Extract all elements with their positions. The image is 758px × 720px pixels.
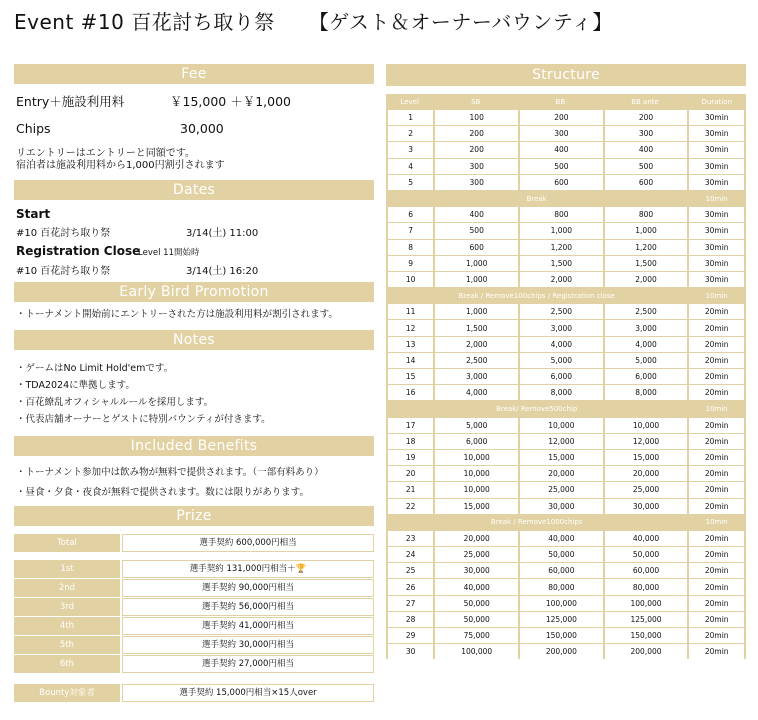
level-cell: 19 bbox=[386, 449, 433, 465]
note-item: ・代表店舗オーナーとゲストに特別バウンティが付きます。 bbox=[16, 414, 271, 425]
level-row bbox=[386, 174, 746, 190]
ante-cell: 40,000 bbox=[603, 530, 688, 546]
ante-cell: 15,000 bbox=[603, 449, 688, 465]
duration-cell: 30min bbox=[687, 174, 746, 190]
sb-cell: 100 bbox=[433, 109, 518, 125]
bb-cell: 2,000 bbox=[518, 271, 603, 287]
level-cell: 12 bbox=[386, 319, 433, 335]
break-label: Break/ Remove500chip bbox=[386, 400, 687, 416]
break-duration: 10min bbox=[687, 190, 746, 206]
break-row bbox=[386, 287, 746, 303]
bb-cell: 25,000 bbox=[518, 481, 603, 497]
sb-cell: 20,000 bbox=[433, 530, 518, 546]
duration-cell: 20min bbox=[687, 643, 746, 659]
prize-bounty-value: 選手契約 15,000円相当×15人over bbox=[122, 684, 374, 702]
ante-cell: 5,000 bbox=[603, 352, 688, 368]
duration-cell: 20min bbox=[687, 352, 746, 368]
level-cell: 16 bbox=[386, 384, 433, 400]
bb-cell: 125,000 bbox=[518, 611, 603, 627]
duration-cell: 20min bbox=[687, 465, 746, 481]
level-row bbox=[386, 255, 746, 271]
bb-cell: 500 bbox=[518, 158, 603, 174]
duration-cell: 20min bbox=[687, 498, 746, 514]
duration-cell: 20min bbox=[687, 336, 746, 352]
bb-cell: 20,000 bbox=[518, 465, 603, 481]
duration-cell: 30min bbox=[687, 239, 746, 255]
bb-cell: 1,000 bbox=[518, 222, 603, 238]
sb-cell: 1,500 bbox=[433, 319, 518, 335]
level-row bbox=[386, 125, 746, 141]
ante-cell: 1,200 bbox=[603, 239, 688, 255]
sb-cell: 50,000 bbox=[433, 611, 518, 627]
bb-cell: 30,000 bbox=[518, 498, 603, 514]
level-row bbox=[386, 303, 746, 319]
ante-cell: 400 bbox=[603, 141, 688, 157]
dates-heading: Dates bbox=[14, 180, 374, 200]
duration-cell: 20min bbox=[687, 384, 746, 400]
ante-cell: 80,000 bbox=[603, 578, 688, 594]
prize-row bbox=[14, 636, 374, 654]
col-bb-header: BB bbox=[518, 94, 603, 109]
bb-cell: 150,000 bbox=[518, 627, 603, 643]
bb-cell: 2,500 bbox=[518, 303, 603, 319]
bb-cell: 3,000 bbox=[518, 319, 603, 335]
ante-cell: 125,000 bbox=[603, 611, 688, 627]
level-cell: 30 bbox=[386, 643, 433, 659]
sb-cell: 400 bbox=[433, 206, 518, 222]
break-label: Break / Remove100chips / Registration close bbox=[386, 287, 687, 303]
level-cell: 22 bbox=[386, 498, 433, 514]
level-row bbox=[386, 611, 746, 627]
prize-place-value: 選手契約 90,000円相当 bbox=[122, 579, 374, 597]
duration-cell: 20min bbox=[687, 546, 746, 562]
duration-cell: 20min bbox=[687, 530, 746, 546]
prize-place-value: 選手契約 41,000円相当 bbox=[122, 617, 374, 635]
notes-heading: Notes bbox=[14, 330, 374, 350]
level-cell: 6 bbox=[386, 206, 433, 222]
level-row bbox=[386, 368, 746, 384]
bb-cell: 600 bbox=[518, 174, 603, 190]
sb-cell: 6,000 bbox=[433, 433, 518, 449]
note-item: ・TDA2024に準拠します。 bbox=[16, 380, 135, 391]
level-cell: 3 bbox=[386, 141, 433, 157]
duration-cell: 20min bbox=[687, 578, 746, 594]
sb-cell: 300 bbox=[433, 158, 518, 174]
sb-cell: 3,000 bbox=[433, 368, 518, 384]
ante-cell: 30,000 bbox=[603, 498, 688, 514]
sb-cell: 5,000 bbox=[433, 417, 518, 433]
duration-cell: 20min bbox=[687, 368, 746, 384]
level-row bbox=[386, 206, 746, 222]
level-cell: 18 bbox=[386, 433, 433, 449]
level-row bbox=[386, 239, 746, 255]
level-cell: 7 bbox=[386, 222, 433, 238]
break-row bbox=[386, 190, 746, 206]
level-row bbox=[386, 481, 746, 497]
prize-row bbox=[14, 579, 374, 597]
prize-bounty-label: Bounty対象者 bbox=[14, 684, 120, 702]
level-row bbox=[386, 578, 746, 594]
ante-cell: 1,000 bbox=[603, 222, 688, 238]
bb-cell: 1,500 bbox=[518, 255, 603, 271]
prize-place-label: 1st bbox=[14, 560, 120, 578]
sb-cell: 40,000 bbox=[433, 578, 518, 594]
level-cell: 25 bbox=[386, 562, 433, 578]
start-event: #10 百花討ち取り祭 bbox=[16, 228, 111, 239]
break-row bbox=[386, 514, 746, 530]
fee-heading: Fee bbox=[14, 64, 374, 84]
note-item: ・百花繚乱オフィシャルルールを採用します。 bbox=[16, 397, 214, 408]
ante-cell: 500 bbox=[603, 158, 688, 174]
sb-cell: 10,000 bbox=[433, 449, 518, 465]
level-cell: 10 bbox=[386, 271, 433, 287]
break-row bbox=[386, 400, 746, 416]
ante-cell: 50,000 bbox=[603, 546, 688, 562]
prize-bounty-row bbox=[14, 684, 374, 702]
level-row bbox=[386, 336, 746, 352]
ante-cell: 4,000 bbox=[603, 336, 688, 352]
ante-cell: 1,500 bbox=[603, 255, 688, 271]
level-cell: 17 bbox=[386, 417, 433, 433]
ante-cell: 2,500 bbox=[603, 303, 688, 319]
duration-cell: 30min bbox=[687, 206, 746, 222]
level-cell: 14 bbox=[386, 352, 433, 368]
bb-cell: 10,000 bbox=[518, 417, 603, 433]
structure-table bbox=[386, 94, 746, 659]
hotel-note: 宿泊者は施設利用料から1,000円割引されます bbox=[16, 160, 225, 171]
sb-cell: 600 bbox=[433, 239, 518, 255]
duration-cell: 20min bbox=[687, 319, 746, 335]
col-ante-header: BB ante bbox=[603, 94, 688, 109]
level-cell: 21 bbox=[386, 481, 433, 497]
sb-cell: 500 bbox=[433, 222, 518, 238]
bb-cell: 400 bbox=[518, 141, 603, 157]
duration-cell: 30min bbox=[687, 141, 746, 157]
duration-cell: 30min bbox=[687, 125, 746, 141]
bb-cell: 800 bbox=[518, 206, 603, 222]
close-time: 3/14(土) 16:20 bbox=[186, 266, 259, 277]
bb-cell: 60,000 bbox=[518, 562, 603, 578]
sb-cell: 30,000 bbox=[433, 562, 518, 578]
structure-header-row bbox=[386, 94, 746, 109]
duration-cell: 20min bbox=[687, 481, 746, 497]
level-cell: 13 bbox=[386, 336, 433, 352]
sb-cell: 2,500 bbox=[433, 352, 518, 368]
bb-cell: 4,000 bbox=[518, 336, 603, 352]
duration-cell: 20min bbox=[687, 562, 746, 578]
reentry-note: リエントリーはエントリーと同額です。 bbox=[16, 148, 195, 159]
sb-cell: 1,000 bbox=[433, 255, 518, 271]
prize-total-label: Total bbox=[14, 534, 120, 552]
level-cell: 1 bbox=[386, 109, 433, 125]
benefit-item: ・昼食・夕食・夜食が無料で提供されます。数には限りがあります。 bbox=[16, 487, 309, 498]
level-cell: 11 bbox=[386, 303, 433, 319]
level-row bbox=[386, 271, 746, 287]
level-row bbox=[386, 352, 746, 368]
prize-place-value: 選手契約 131,000円相当＋🏆 bbox=[122, 560, 374, 578]
close-event: #10 百花討ち取り祭 bbox=[16, 266, 111, 277]
start-label: Start bbox=[16, 207, 51, 221]
duration-cell: 30min bbox=[687, 109, 746, 125]
sb-cell: 300 bbox=[433, 174, 518, 190]
duration-cell: 30min bbox=[687, 158, 746, 174]
early-bird-heading: Early Bird Promotion bbox=[14, 282, 374, 302]
level-cell: 9 bbox=[386, 255, 433, 271]
start-time: 3/14(土) 11:00 bbox=[186, 228, 259, 239]
structure-heading: Structure bbox=[386, 64, 746, 86]
prize-place-label: 3rd bbox=[14, 598, 120, 616]
ante-cell: 12,000 bbox=[603, 433, 688, 449]
level-cell: 20 bbox=[386, 465, 433, 481]
duration-cell: 20min bbox=[687, 303, 746, 319]
right-column bbox=[386, 64, 746, 657]
sb-cell: 2,000 bbox=[433, 336, 518, 352]
left-column bbox=[14, 64, 374, 698]
break-duration: 10min bbox=[687, 514, 746, 530]
prize-place-label: 5th bbox=[14, 636, 120, 654]
bb-cell: 50,000 bbox=[518, 546, 603, 562]
close-label: Registration Close bbox=[16, 244, 141, 258]
duration-cell: 20min bbox=[687, 627, 746, 643]
break-label: Break / Remove1000chips bbox=[386, 514, 687, 530]
bb-cell: 200,000 bbox=[518, 643, 603, 659]
prize-place-value: 選手契約 27,000円相当 bbox=[122, 655, 374, 673]
level-cell: 23 bbox=[386, 530, 433, 546]
ante-cell: 8,000 bbox=[603, 384, 688, 400]
early-bird-text: ・トーナメント開始前にエントリーされた方は施設利用料が割引されます。 bbox=[16, 309, 338, 320]
prize-row bbox=[14, 655, 374, 673]
level-cell: 24 bbox=[386, 546, 433, 562]
page-title bbox=[14, 6, 613, 35]
ante-cell: 200 bbox=[603, 109, 688, 125]
ante-cell: 3,000 bbox=[603, 319, 688, 335]
ante-cell: 60,000 bbox=[603, 562, 688, 578]
event-title: Event #10 百花討ち取り祭 bbox=[14, 10, 275, 34]
col-level-header: Level bbox=[386, 94, 433, 109]
bb-cell: 6,000 bbox=[518, 368, 603, 384]
prize-place-label: 6th bbox=[14, 655, 120, 673]
duration-cell: 20min bbox=[687, 611, 746, 627]
bb-cell: 100,000 bbox=[518, 595, 603, 611]
ante-cell: 6,000 bbox=[603, 368, 688, 384]
benefits-heading: Included Benefits bbox=[14, 436, 374, 456]
level-row bbox=[386, 465, 746, 481]
ante-cell: 20,000 bbox=[603, 465, 688, 481]
sb-cell: 200 bbox=[433, 125, 518, 141]
ante-cell: 600 bbox=[603, 174, 688, 190]
sb-cell: 75,000 bbox=[433, 627, 518, 643]
ante-cell: 10,000 bbox=[603, 417, 688, 433]
level-row bbox=[386, 222, 746, 238]
structure-body bbox=[386, 109, 746, 659]
sb-cell: 100,000 bbox=[433, 643, 518, 659]
chips-label: Chips bbox=[16, 121, 51, 136]
level-cell: 27 bbox=[386, 595, 433, 611]
sb-cell: 200 bbox=[433, 141, 518, 157]
col-duration-header: Duration bbox=[687, 94, 746, 109]
ante-cell: 150,000 bbox=[603, 627, 688, 643]
level-cell: 15 bbox=[386, 368, 433, 384]
prize-place-value: 選手契約 30,000円相当 bbox=[122, 636, 374, 654]
bb-cell: 40,000 bbox=[518, 530, 603, 546]
level-row bbox=[386, 643, 746, 659]
entry-value: ￥15,000 ＋￥1,000 bbox=[170, 94, 291, 109]
ante-cell: 300 bbox=[603, 125, 688, 141]
duration-cell: 20min bbox=[687, 449, 746, 465]
sb-cell: 10,000 bbox=[433, 465, 518, 481]
level-cell: 5 bbox=[386, 174, 433, 190]
close-note: Level 11開始時 bbox=[138, 248, 200, 258]
entry-label: Entry＋施設利用料 bbox=[16, 94, 125, 109]
prize-total-value: 選手契約 600,000円相当 bbox=[122, 534, 374, 552]
break-label: Break bbox=[386, 190, 687, 206]
prize-row bbox=[14, 560, 374, 578]
level-row bbox=[386, 319, 746, 335]
level-row bbox=[386, 417, 746, 433]
sb-cell: 50,000 bbox=[433, 595, 518, 611]
level-cell: 26 bbox=[386, 578, 433, 594]
level-cell: 4 bbox=[386, 158, 433, 174]
sb-cell: 1,000 bbox=[433, 271, 518, 287]
sb-cell: 15,000 bbox=[433, 498, 518, 514]
level-cell: 29 bbox=[386, 627, 433, 643]
sb-cell: 4,000 bbox=[433, 384, 518, 400]
prize-total-row bbox=[14, 534, 374, 552]
sb-cell: 10,000 bbox=[433, 481, 518, 497]
level-row bbox=[386, 595, 746, 611]
bb-cell: 15,000 bbox=[518, 449, 603, 465]
duration-cell: 20min bbox=[687, 595, 746, 611]
bb-cell: 8,000 bbox=[518, 384, 603, 400]
level-row bbox=[386, 109, 746, 125]
prize-place-label: 2nd bbox=[14, 579, 120, 597]
duration-cell: 20min bbox=[687, 417, 746, 433]
prize-row bbox=[14, 598, 374, 616]
duration-cell: 30min bbox=[687, 271, 746, 287]
event-subtitle: 【ゲスト＆オーナーバウンティ】 bbox=[308, 10, 613, 34]
bb-cell: 300 bbox=[518, 125, 603, 141]
duration-cell: 30min bbox=[687, 255, 746, 271]
sb-cell: 1,000 bbox=[433, 303, 518, 319]
col-sb-header: SB bbox=[433, 94, 518, 109]
ante-cell: 800 bbox=[603, 206, 688, 222]
bb-cell: 200 bbox=[518, 109, 603, 125]
prize-place-value: 選手契約 56,000円相当 bbox=[122, 598, 374, 616]
sb-cell: 25,000 bbox=[433, 546, 518, 562]
duration-cell: 20min bbox=[687, 433, 746, 449]
level-cell: 8 bbox=[386, 239, 433, 255]
level-cell: 28 bbox=[386, 611, 433, 627]
level-row bbox=[386, 562, 746, 578]
level-cell: 2 bbox=[386, 125, 433, 141]
level-row bbox=[386, 498, 746, 514]
level-row bbox=[386, 158, 746, 174]
ante-cell: 2,000 bbox=[603, 271, 688, 287]
prize-place-label: 4th bbox=[14, 617, 120, 635]
level-row bbox=[386, 141, 746, 157]
bb-cell: 5,000 bbox=[518, 352, 603, 368]
benefit-item: ・トーナメント参加中は飲み物が無料で提供されます。（一部有料あり） bbox=[16, 467, 324, 478]
level-row bbox=[386, 627, 746, 643]
ante-cell: 200,000 bbox=[603, 643, 688, 659]
prize-heading: Prize bbox=[14, 506, 374, 526]
level-row bbox=[386, 384, 746, 400]
chips-value: 30,000 bbox=[180, 121, 224, 136]
ante-cell: 100,000 bbox=[603, 595, 688, 611]
duration-cell: 30min bbox=[687, 222, 746, 238]
ante-cell: 25,000 bbox=[603, 481, 688, 497]
bb-cell: 80,000 bbox=[518, 578, 603, 594]
bb-cell: 1,200 bbox=[518, 239, 603, 255]
level-row bbox=[386, 530, 746, 546]
break-duration: 10min bbox=[687, 287, 746, 303]
bb-cell: 12,000 bbox=[518, 433, 603, 449]
level-row bbox=[386, 449, 746, 465]
level-row bbox=[386, 546, 746, 562]
prize-row bbox=[14, 617, 374, 635]
level-row bbox=[386, 433, 746, 449]
break-duration: 10min bbox=[687, 400, 746, 416]
note-item: ・ゲームはNo Limit Hold'emです。 bbox=[16, 363, 174, 374]
